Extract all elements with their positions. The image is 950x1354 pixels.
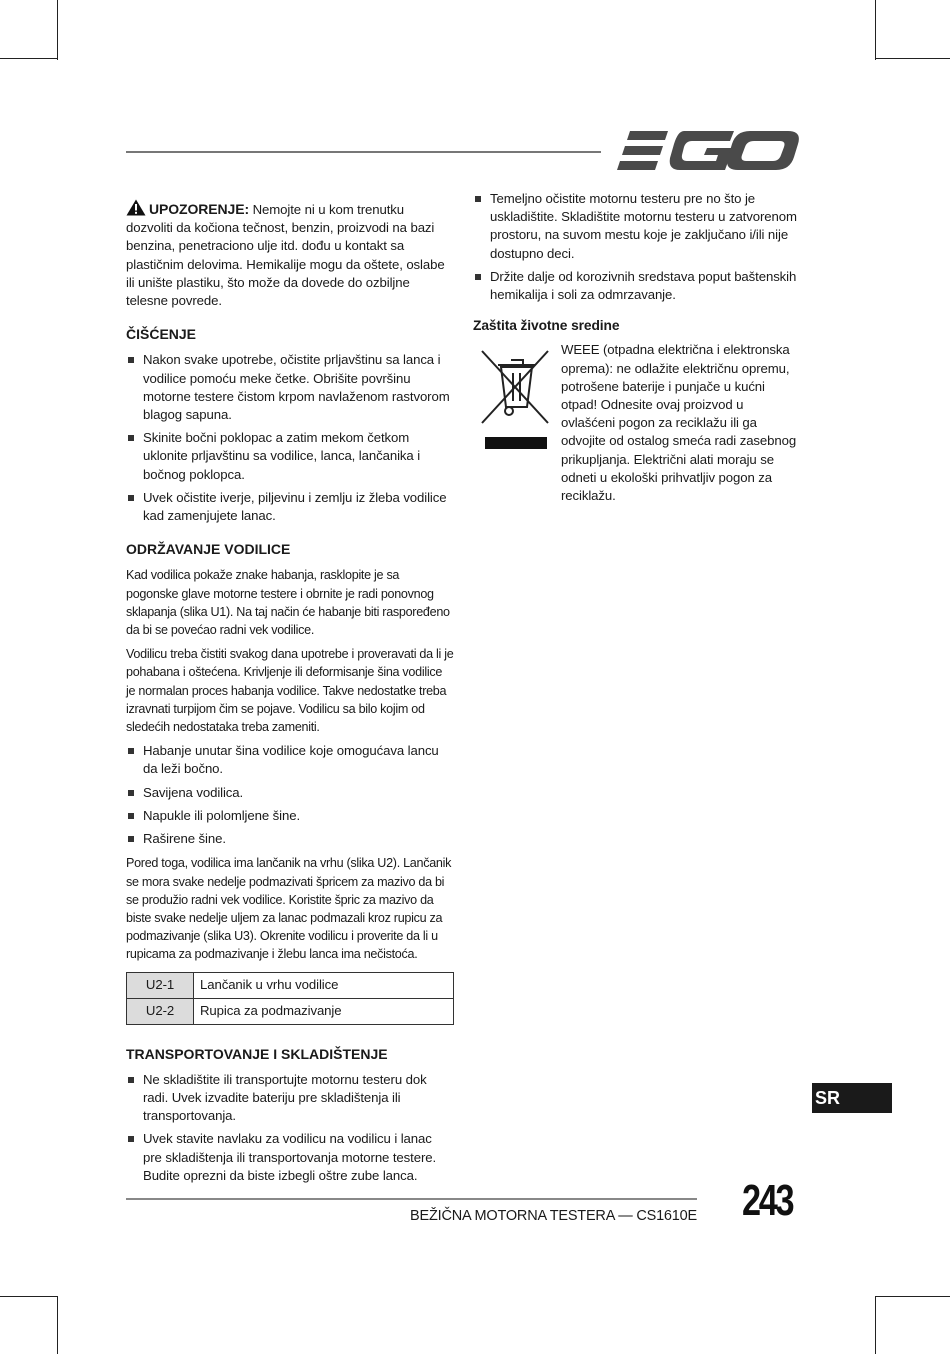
table-row (127, 998, 454, 1024)
footer-title: BEŽIČNA MOTORNA TESTERA — CS1610E (410, 1208, 697, 1224)
warning-triangle-icon (126, 199, 146, 216)
part-description: Rupica za podmazivanje (194, 998, 454, 1024)
warning-block (126, 199, 454, 310)
warning-text: Nemojte ni u kom trenutku dozvoliti da kočiona tečnost, benzin, proizvodi na bazi benzina, penetraciono ulje itd. dođu u kontakt sa plastičnim delovima. Hemikalije mogu da oštete, oslabe ili unište plastiku, što može da dovede do ozbiljne telesne povrede. (126, 202, 445, 309)
page-number: 243 (742, 1176, 793, 1225)
crop-mark (0, 58, 58, 59)
list-item: Nakon svake upotrebe, očistite prljavštinu sa lanca i vodilice pomoću meke četke. Obrišite površinu motorne testere čistom krpom navlaženom rastvorom blagog sapuna. (126, 351, 454, 424)
parts-table (126, 972, 454, 1025)
cleaning-heading: ČIŠĆENJE (126, 326, 197, 343)
language-tab: SR (812, 1083, 892, 1113)
transport-heading: TRANSPORTOVANJE I SKLADIŠTENJE (126, 1045, 388, 1062)
guide-defects-list (126, 742, 454, 848)
crop-mark (875, 1296, 950, 1297)
crop-mark (57, 0, 58, 60)
list-item: Napukle ili polomljene šine. (126, 807, 454, 825)
weee-text: WEEE (otpadna električna i elektronska oprema): ne odlažite električnu opremu, potrošene baterije i punjače u kućni otpad! Odnesite ovaj proizvod u ovlašćeni pogon za reciklažu ili ga odvojite od ostalog smeća radi zasebnog prikupljanja. Električni alati moraju se odneti u ekološki prihvatljiv pogon za reciklažu. (561, 342, 797, 504)
part-code: U2-1 (127, 972, 194, 998)
list-item: Držite dalje od korozivnih sredstava poput baštenskih hemikalija i soli za odmrzavanje. (473, 268, 800, 304)
footer-rule (126, 1198, 697, 1200)
list-item: Ne skladištite ili transportujte motornu testeru dok radi. Uvek izvadite bateriju pre skladištenja ili transportovanja. (126, 1071, 454, 1126)
crop-mark (875, 58, 950, 59)
list-item: Skinite bočni poklopac a zatim mekom četkom uklonite prljavštinu sa vodilice, lanca, lančanika i bočnog poklopca. (126, 429, 454, 484)
weee-block (473, 341, 800, 505)
warning-label: UPOZORENJE: (149, 201, 250, 217)
list-item: Uvek stavite navlaku za vodilicu na vodilicu i lanac pre skladištenja ili transportovanja motorne testere. Budite oprezni da biste izbegli oštre zube lanca. (126, 1130, 454, 1185)
paragraph: Pored toga, vodilica ima lančanik na vrhu (slika U2). Lančanik se mora svake nedelje podmazivati špricem za mazivo da bi se produžio radni vek vodilice. Koristite špric za mazivo da biste svake nedelje uljem za lanac podmazali kroz rupicu za podmazivanje (slika U3). Okrenite vodilicu i proverite da li u rupicama za podmazivanje i žlebu lanca ima nečistoća. (126, 856, 452, 962)
paragraph: Kad vodilica pokaže znake habanja, rasklopite je sa pogonske glave motorne testere i obrnite je radi ponovnog sklapanja (slika U1). Na taj način će habanje biti raspoređeno da bi se povećao radni vek vodilice. (126, 568, 450, 638)
cleaning-list (126, 351, 454, 525)
transport-list (126, 1071, 454, 1185)
crop-mark (875, 0, 876, 60)
list-item: Raširene šine. (126, 830, 454, 848)
list-item: Savijena vodilica. (126, 784, 454, 802)
left-column (126, 199, 454, 1191)
environment-heading: Zaštita životne sredine (473, 318, 620, 334)
part-code: U2-2 (127, 998, 194, 1024)
transport-list-continued (473, 190, 800, 304)
table-row (127, 972, 454, 998)
crossed-bin-icon (479, 345, 551, 449)
ego-logo (616, 128, 800, 174)
paragraph: Vodilicu treba čistiti svakog dana upotrebe i proveravati da li je pohabana i oštećena. Krivljenje ili deformisanje šina vodilice je normalan proces habanja vodilice. Takve nedostatke treba izravnati turpijom čim se pojave. Vodilicu sa bilo kojim od sledećih nedostataka treba zameniti. (126, 647, 454, 735)
header-rule (126, 151, 601, 153)
crop-mark (875, 1296, 876, 1354)
list-item: Temeljno očistite motornu testeru pre no što je uskladištite. Skladištite motornu testeru u zatvorenom prostoru, na suvom mestu koje je zaključano i/ili nije dostupno deci. (473, 190, 800, 263)
part-description: Lančanik u vrhu vodilice (194, 972, 454, 998)
right-column (473, 190, 800, 511)
list-item: Uvek očistite iverje, piljevinu i zemlju iz žleba vodilice kad zamenjujete lanac. (126, 489, 454, 525)
guide-maintenance-heading: ODRŽAVANJE VODILICE (126, 541, 291, 558)
crop-mark (57, 1296, 58, 1354)
crop-mark (0, 1296, 58, 1297)
list-item: Habanje unutar šina vodilice koje omogućava lancu da leži bočno. (126, 742, 454, 778)
